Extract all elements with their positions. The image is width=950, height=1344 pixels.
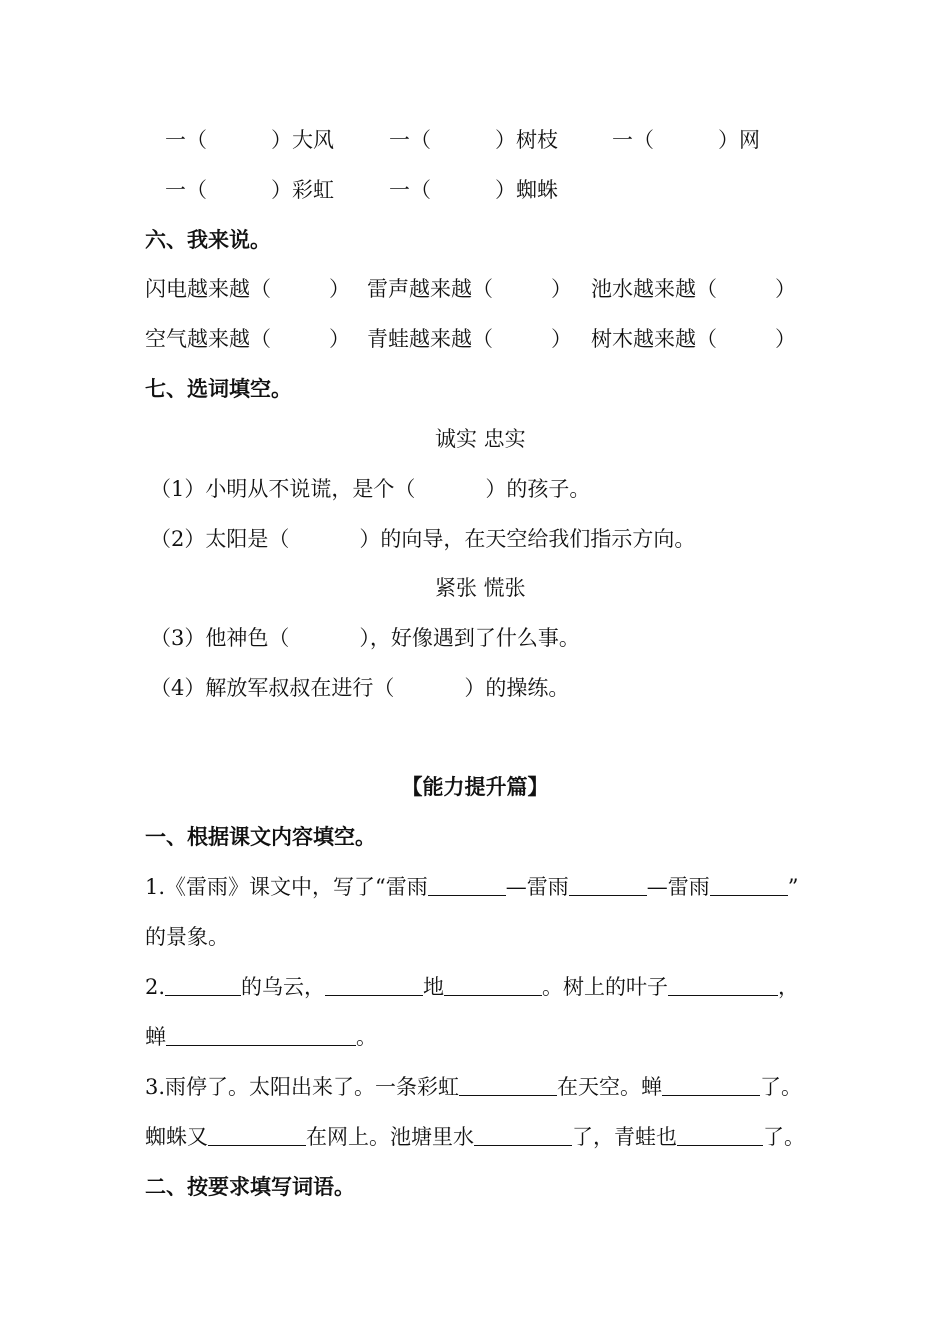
fill-item: 空气越来越（ ） (145, 327, 350, 351)
question-4-start: （4）解放军叔叔在进行（ (150, 676, 395, 700)
answer-blank[interactable] (165, 973, 241, 996)
measure-word-item: 一（ ）树枝 (389, 128, 558, 152)
measure-word-item: 一（ ）蜘蛛 (389, 178, 558, 202)
question-4-end: ）的操练。 (464, 676, 570, 700)
text: 在天空。蝉 (557, 1075, 663, 1099)
text: ， (778, 975, 800, 999)
text: 地 (423, 975, 445, 999)
text: 3.雨停了。太阳出来了。一条彩虹 (145, 1075, 460, 1099)
answer-blank[interactable] (444, 973, 542, 996)
question-3 (150, 623, 850, 653)
text: —雷雨 (646, 875, 710, 899)
text: 。 (356, 1025, 377, 1049)
measure-word-item: 一（ ）彩虹 (165, 178, 334, 202)
section-6-title: 六、我来说。 (145, 227, 271, 252)
question-3-end: ），好像遇到了什么事。 (359, 626, 580, 650)
section-6-row-1 (145, 274, 845, 304)
ability-section-1-title: 一、根据课文内容填空。 (145, 824, 376, 849)
question-1-start: （1）小明从不说谎，是个（ (150, 477, 416, 501)
text: 蜘蛛又 (145, 1125, 208, 1149)
answer-blank[interactable] (668, 973, 778, 996)
fill-item: 雷声越来越（ ） (367, 277, 572, 301)
text: 的乌云， (241, 975, 326, 999)
text: —雷雨 (505, 875, 569, 899)
answer-blank[interactable] (428, 873, 506, 896)
fill-item: 树木越来越（ ） (591, 327, 796, 351)
fill-item: 青蛙越来越（ ） (367, 327, 572, 351)
text: 蝉 (145, 1025, 166, 1049)
question-1 (150, 474, 850, 504)
answer-blank[interactable] (677, 1123, 763, 1146)
answer-blank[interactable] (325, 973, 423, 996)
word-choices-2: 紧张 慌张 (435, 576, 526, 600)
text: 了。 (760, 1075, 803, 1099)
section-6-row-2 (145, 324, 845, 354)
ability-section-2-title: 二、按要求填写词语。 (145, 1174, 355, 1199)
measure-word-row-1 (145, 125, 845, 155)
text: 2. (145, 975, 166, 999)
text: 了。 (763, 1125, 805, 1149)
text: 。树上的叶子 (542, 975, 669, 999)
question-1-end: ）的孩子。 (485, 477, 591, 501)
answer-blank[interactable] (662, 1073, 760, 1096)
answer-blank[interactable] (459, 1073, 557, 1096)
measure-word-item: 一（ ）网 (612, 128, 760, 152)
answer-blank[interactable] (474, 1123, 572, 1146)
question-2-start: （2）太阳是（ (150, 527, 290, 551)
fill-item: 池水越来越（ ） (591, 277, 796, 301)
question-2-end: ）的向导，在天空给我们指示方向。 (359, 527, 696, 551)
question-2 (150, 524, 850, 554)
measure-word-item: 一（ ）大风 (165, 128, 334, 152)
question-3-start: （3）他神色（ (150, 626, 290, 650)
question-4 (150, 673, 850, 703)
answer-blank[interactable] (208, 1123, 306, 1146)
text: 1.《雷雨》课文中，写了“雷雨 (145, 875, 428, 899)
text: 了，青蛙也 (572, 1125, 677, 1149)
paragraph-2-line-2 (145, 1022, 845, 1052)
paragraph-2-line-1 (145, 972, 845, 1002)
paragraph-3-line-2 (145, 1122, 845, 1152)
answer-blank[interactable] (710, 873, 788, 896)
paragraph-1-line-1 (145, 872, 845, 902)
text: 在网上。池塘里水 (306, 1125, 474, 1149)
answer-blank[interactable] (569, 873, 647, 896)
answer-blank[interactable] (166, 1023, 356, 1046)
paragraph-1-line-2: 的景象。 (145, 925, 229, 949)
fill-item: 闪电越来越（ ） (145, 277, 350, 301)
measure-word-row-2 (145, 175, 845, 205)
text: ” (787, 875, 799, 899)
paragraph-3-line-1 (145, 1072, 845, 1102)
ability-heading: 【能力提升篇】 (401, 774, 549, 799)
section-7-title: 七、选词填空。 (145, 376, 292, 401)
word-choices-1: 诚实 忠实 (435, 427, 526, 451)
